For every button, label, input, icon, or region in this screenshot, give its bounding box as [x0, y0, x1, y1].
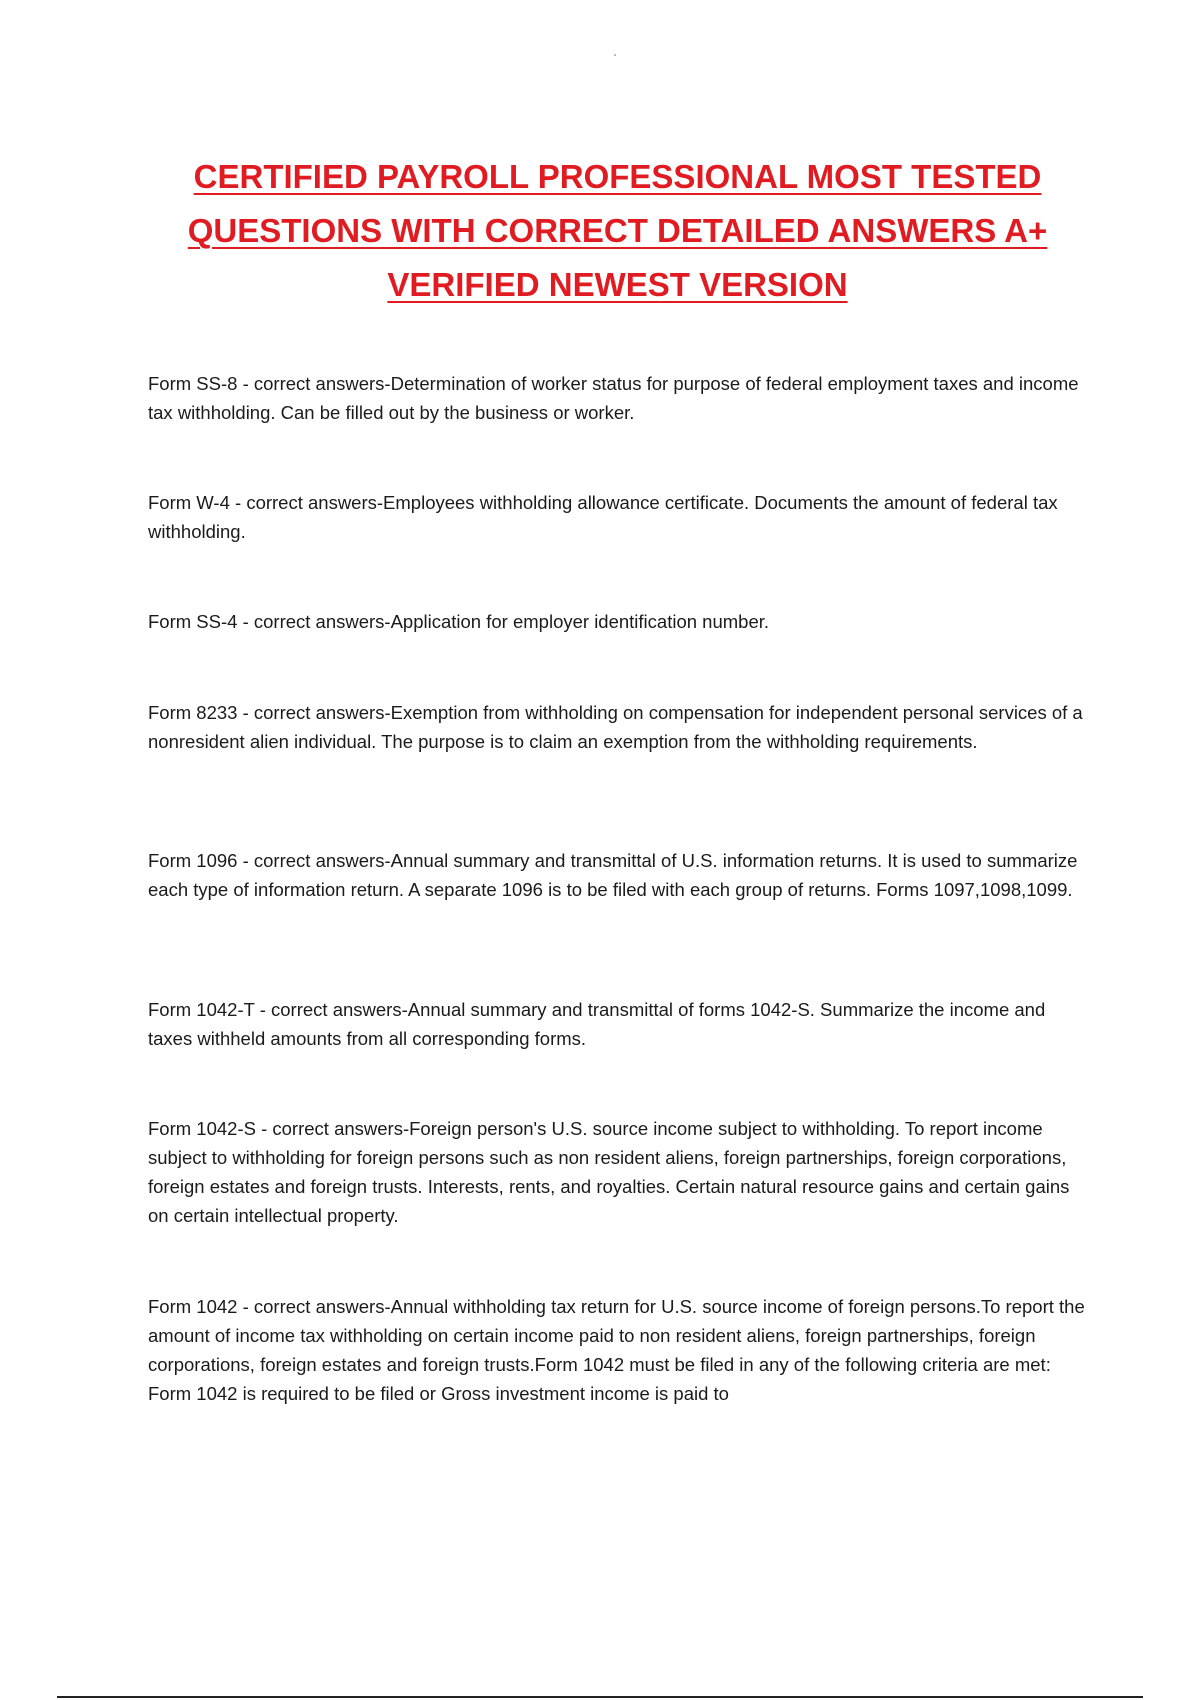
entry-form-1042-s: Form 1042-S - correct answers-Foreign person's U.S. source income subject to withholding. To report income subject to withholding for foreign persons such as non resident aliens, foreign partnerships, foreign corporations, foreign estates and foreign trusts. Interests, rents, and royalties. Certain natural resource gains and certain gains on certain intellectual property.	[148, 1118, 1070, 1226]
entry-form-1042-t: Form 1042-T - correct answers-Annual summary and transmittal of forms 1042-S. Summarize the income and taxes withheld amounts from all corresponding forms.	[148, 999, 1046, 1049]
entry-form-1042: Form 1042 - correct answers-Annual withholding tax return for U.S. source income of foreign persons.To report the amount of income tax withholding on certain income paid to non resident aliens, foreign partnerships, foreign corporations, foreign estates and foreign trusts.Form 1042 must be filed in any of the following criteria are met: Form 1042 is required to be filed or Gross investment income is paid to	[148, 1296, 1085, 1404]
entry-form-8233: Form 8233 - correct answers-Exemption from withholding on compensation for independent personal services of a nonresident alien individual. The purpose is to claim an exemption from the withholding requirements.	[148, 702, 1083, 752]
entry-form-1096: Form 1096 - correct answers-Annual summary and transmittal of U.S. information returns. It is used to summarize each type of information return. A separate 1096 is to be filed with each group of returns. Forms 1097,1098,1099.	[148, 850, 1078, 900]
title-line-2: QUESTIONS WITH CORRECT DETAILED ANSWERS A+	[187, 212, 1048, 249]
page-bottom-rule	[57, 1696, 1143, 1698]
entry-form-w-4: Form W-4 - correct answers-Employees withholding allowance certificate. Documents the amount of federal tax withholding.	[148, 492, 1058, 542]
title-line-3: VERIFIED NEWEST VERSION	[387, 266, 848, 303]
title-line-1: CERTIFIED PAYROLL PROFESSIONAL MOST TESTED	[193, 158, 1042, 195]
entry-form-ss-4: Form SS-4 - correct answers-Application for employer identification number.	[148, 611, 770, 632]
scan-speck	[614, 54, 616, 56]
document-title	[140, 150, 1095, 312]
entry-form-ss-8: Form SS-8 - correct answers-Determination of worker status for purpose of federal employment taxes and income tax withholding. Can be filled out by the business or worker.	[148, 373, 1079, 423]
